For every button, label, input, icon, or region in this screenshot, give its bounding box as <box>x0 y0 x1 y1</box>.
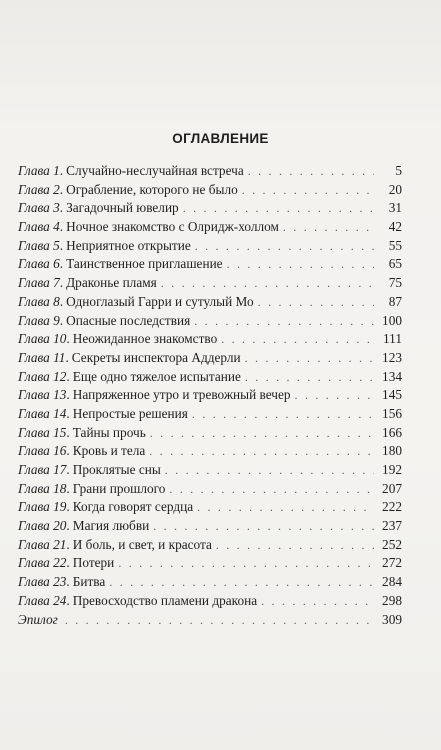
page-number: 237 <box>382 518 402 534</box>
toc-entry <box>18 405 402 424</box>
chapter-title: Грани прошлого <box>72 480 166 496</box>
chapter-label-separator: . <box>66 424 70 440</box>
chapter-label-separator: . <box>59 163 64 178</box>
page-number: 166 <box>382 424 402 440</box>
toc-entry <box>18 461 402 480</box>
chapter-label-separator: . <box>66 405 70 421</box>
chapter-label-separator: . <box>66 443 70 459</box>
chapter-label-separator: . <box>59 181 64 197</box>
chapter-title: Таинственное приглашение <box>66 256 223 272</box>
chapter-title: Секреты инспектора Аддерли <box>71 349 241 365</box>
chapter-label: Глава 1 <box>18 163 60 178</box>
chapter-title: Когда говорят сердца <box>72 499 194 515</box>
chapter-label: Глава 12 <box>18 368 67 384</box>
chapter-label-separator: . <box>66 368 70 384</box>
dot-leader <box>216 536 374 555</box>
dot-leader <box>245 368 374 387</box>
dot-leader <box>153 517 374 536</box>
chapter-title: Драконье пламя <box>66 275 157 291</box>
chapter-title: Ограбление, которого не было <box>66 181 238 197</box>
page-number: 180 <box>382 443 402 459</box>
page-number: 222 <box>382 499 402 515</box>
dot-leader <box>221 330 374 349</box>
toc-entry <box>18 517 402 536</box>
chapter-label: Глава 10 <box>18 331 67 347</box>
page-number: 31 <box>388 200 402 216</box>
page-number: 55 <box>388 237 402 253</box>
chapter-label: Глава 24 <box>18 592 67 608</box>
toc-entry <box>18 368 402 387</box>
chapter-label: Глава 14 <box>18 405 67 421</box>
chapter-title: Непростые решения <box>72 405 188 421</box>
chapter-title: Кровь и тела <box>72 443 146 459</box>
chapter-label-separator: . <box>59 256 64 272</box>
chapter-label: Глава 19 <box>18 499 67 515</box>
chapter-title: Битва <box>72 574 106 590</box>
chapter-label: Глава 2 <box>18 181 60 197</box>
toc-entry <box>18 442 402 461</box>
toc-entry <box>18 554 402 573</box>
dot-leader <box>227 255 374 274</box>
chapter-label: Глава 16 <box>18 443 67 459</box>
chapter-label: Глава 7 <box>18 275 60 291</box>
toc-entry <box>18 199 402 218</box>
page-number: 192 <box>382 462 402 477</box>
chapter-label: Глава 4 <box>18 219 60 235</box>
chapter-label-separator: . <box>66 574 70 590</box>
toc-entry <box>18 218 402 237</box>
dot-leader <box>261 592 374 611</box>
dot-leader <box>245 349 374 368</box>
chapter-label: Эпилог <box>18 611 58 627</box>
chapter-title: Еще одно тяжелое испытание <box>72 368 241 384</box>
page-number: 284 <box>382 574 402 590</box>
toc-entry <box>18 592 402 611</box>
chapter-title: Тайны прочь <box>72 424 146 440</box>
chapter-label-separator: . <box>66 555 70 571</box>
chapter-label-separator: . <box>66 331 70 347</box>
dot-leader <box>195 237 374 256</box>
page-title: ОГЛАВЛЕНИЕ <box>172 131 269 146</box>
chapter-title: Проклятые сны <box>72 462 161 477</box>
toc-entry <box>18 536 402 555</box>
dot-leader <box>192 405 374 424</box>
toc-entry <box>18 330 402 349</box>
chapter-title: Потери <box>72 555 115 571</box>
dot-leader <box>242 181 374 200</box>
chapter-label: Глава 11 <box>18 349 66 365</box>
page-number: 134 <box>382 368 402 384</box>
chapter-label-separator: . <box>66 592 70 608</box>
chapter-label-separator: . <box>65 349 69 365</box>
dot-leader <box>194 312 374 331</box>
chapter-label-separator: . <box>66 518 70 534</box>
toc-entry <box>18 181 402 200</box>
page-number: 65 <box>388 256 402 272</box>
chapter-label: Глава 9 <box>18 312 60 328</box>
page-number: 42 <box>388 219 402 235</box>
dot-leader <box>248 162 374 181</box>
toc-entry <box>18 611 402 630</box>
page-number: 252 <box>382 536 402 552</box>
page-number: 309 <box>382 611 402 627</box>
chapter-title: Неожиданное знакомство <box>72 331 218 347</box>
chapter-label: Глава 8 <box>18 293 60 309</box>
toc-entry <box>18 349 402 368</box>
dot-leader <box>165 461 374 480</box>
dot-leader <box>118 554 374 573</box>
chapter-label: Глава 3 <box>18 200 60 216</box>
chapter-title: Ночное знакомство с Олридж-холлом <box>66 219 279 235</box>
chapter-title: Опасные последствия <box>66 312 191 328</box>
page-number: 207 <box>382 480 402 496</box>
chapter-label-separator: . <box>59 237 64 253</box>
chapter-label-separator: . <box>66 462 70 477</box>
dot-leader <box>150 424 374 443</box>
chapter-title: Превосходство пламени дракона <box>72 592 258 608</box>
toc-entry <box>18 237 402 256</box>
chapter-label-separator: . <box>66 499 70 515</box>
page-number: 111 <box>383 331 402 347</box>
chapter-label: Глава 13 <box>18 387 67 403</box>
toc-entry <box>18 162 402 181</box>
page-number: 298 <box>382 592 402 608</box>
chapter-title: Одноглазый Гарри и сутулый Мо <box>66 293 254 309</box>
chapter-label: Глава 20 <box>18 518 67 534</box>
dot-leader <box>161 274 374 293</box>
toc-entry <box>18 293 402 312</box>
table-of-contents <box>18 162 402 629</box>
chapter-title: Магия любви <box>72 518 150 534</box>
chapter-title: Напряженное утро и тревожный вечер <box>72 387 291 403</box>
chapter-label: Глава 5 <box>18 237 60 253</box>
page-number: 87 <box>388 293 402 309</box>
page-number: 100 <box>382 312 402 328</box>
dot-leader <box>65 611 374 630</box>
toc-entry <box>18 386 402 405</box>
toc-entry <box>18 573 402 592</box>
page-number: 5 <box>395 163 402 178</box>
chapter-label: Глава 18 <box>18 480 67 496</box>
page-number: 20 <box>388 181 402 197</box>
dot-leader <box>149 442 374 461</box>
chapter-label-separator: . <box>59 293 64 309</box>
chapter-label: Глава 22 <box>18 555 67 571</box>
dot-leader <box>109 573 374 592</box>
dot-leader <box>169 480 374 499</box>
dot-leader <box>258 293 374 312</box>
dot-leader <box>283 218 374 237</box>
chapter-title: Случайно-неслучайная встреча <box>66 163 244 178</box>
dot-leader <box>197 498 374 517</box>
toc-entry <box>18 274 402 293</box>
chapter-label: Глава 15 <box>18 424 67 440</box>
toc-entry <box>18 424 402 443</box>
chapter-label: Глава 23 <box>18 574 67 590</box>
toc-entry <box>18 312 402 331</box>
chapter-title: Загадочный ювелир <box>66 200 179 216</box>
chapter-label-separator: . <box>59 200 64 216</box>
page-number: 123 <box>382 349 402 365</box>
toc-entry <box>18 498 402 517</box>
toc-entry <box>18 480 402 499</box>
chapter-label-separator: . <box>59 312 64 328</box>
dot-leader <box>183 199 374 218</box>
dot-leader <box>295 386 374 405</box>
chapter-label: Глава 17 <box>18 462 67 477</box>
chapter-label-separator: . <box>66 536 70 552</box>
page-number: 75 <box>388 275 402 291</box>
chapter-label-separator: . <box>59 219 64 235</box>
chapter-label: Глава 6 <box>18 256 60 272</box>
toc-entry <box>18 255 402 274</box>
page-number: 272 <box>382 555 402 571</box>
chapter-label-separator: . <box>66 387 70 403</box>
page-number: 145 <box>382 387 402 403</box>
chapter-label: Глава 21 <box>18 536 67 552</box>
chapter-title: Неприятное открытие <box>66 237 191 253</box>
chapter-label-separator: . <box>66 480 70 496</box>
chapter-label-separator: . <box>59 275 64 291</box>
chapter-title: И боль, и свет, и красота <box>72 536 212 552</box>
page-number: 156 <box>382 405 402 421</box>
